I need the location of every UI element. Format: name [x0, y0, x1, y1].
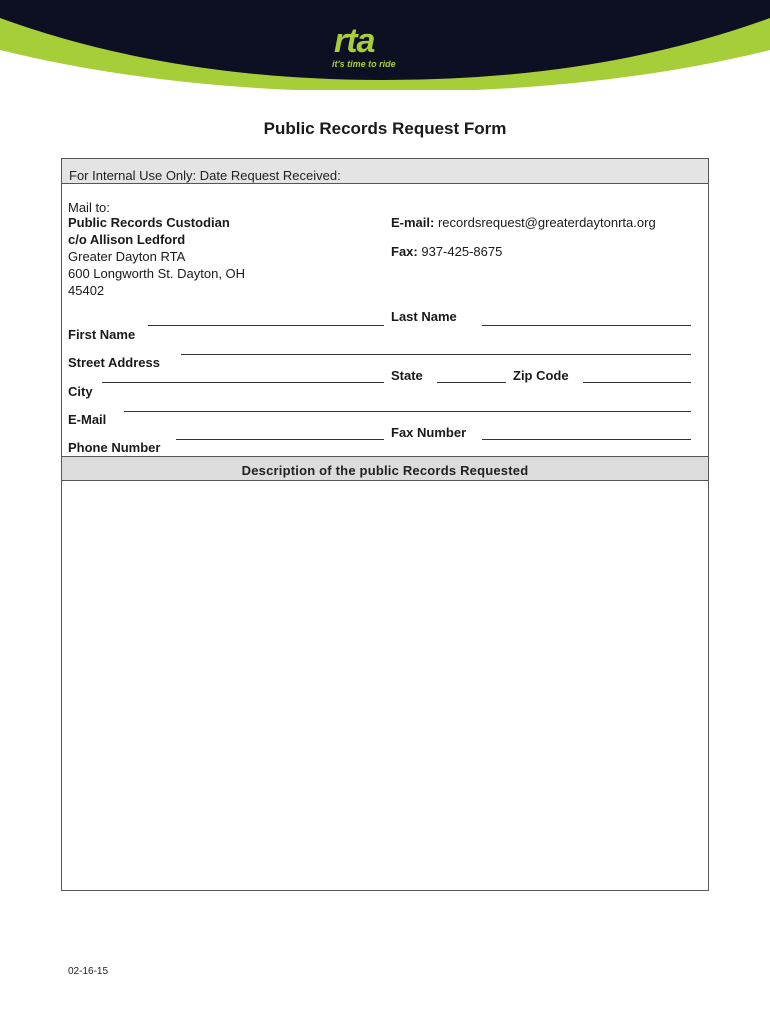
logo-tagline: it's time to ride: [332, 59, 396, 69]
fax-contact: [391, 244, 502, 259]
email-contact: [391, 215, 656, 230]
fax-contact-value: 937-425-8675: [421, 244, 503, 259]
email-contact-value: recordsrequest@greaterdaytonrta.org: [437, 215, 656, 230]
fax-number-label: Fax Number: [391, 425, 467, 440]
last-name-field[interactable]: [482, 325, 691, 326]
state-field[interactable]: [437, 382, 506, 383]
first-name-label: First Name: [68, 327, 136, 342]
page-title: Public Records Request Form: [263, 119, 507, 138]
logo-text: rta: [334, 22, 375, 60]
email-field[interactable]: [124, 411, 691, 412]
city-field[interactable]: [102, 382, 384, 383]
internal-use-label: For Internal Use Only: Date Request Received:: [69, 168, 341, 183]
internal-use-row: [61, 158, 709, 184]
phone-number-field[interactable]: [176, 439, 384, 440]
mail-line-5: 45402: [68, 283, 105, 298]
fax-number-field[interactable]: [482, 439, 691, 440]
state-label: State: [391, 368, 423, 383]
zip-code-field[interactable]: [583, 382, 691, 383]
description-header-label: Description of the public Records Requested: [241, 463, 529, 478]
footer-date: 02-16-15: [68, 966, 109, 977]
header-banner: [0, 0, 770, 90]
mail-to-label: Mail to:: [68, 200, 110, 215]
mail-line-3: Greater Dayton RTA: [68, 249, 186, 264]
street-address-field[interactable]: [181, 354, 691, 355]
first-name-field[interactable]: [148, 325, 384, 326]
zip-code-label: Zip Code: [513, 368, 569, 383]
phone-number-label: Phone Number: [68, 440, 161, 455]
email-label: E-Mail: [68, 412, 107, 427]
description-header: [61, 456, 709, 481]
email-contact-label: E-mail:: [391, 215, 435, 230]
mail-line-1: Public Records Custodian: [68, 215, 230, 230]
last-name-label: Last Name: [391, 309, 457, 324]
fax-contact-label: Fax:: [391, 244, 418, 259]
mail-line-4: 600 Longworth St. Dayton, OH: [68, 266, 246, 281]
rta-logo: [330, 22, 460, 69]
city-label: City: [68, 384, 93, 399]
mail-line-2: c/o Allison Ledford: [68, 232, 186, 247]
street-address-label: Street Address: [68, 355, 160, 370]
description-textarea[interactable]: [62, 481, 708, 890]
